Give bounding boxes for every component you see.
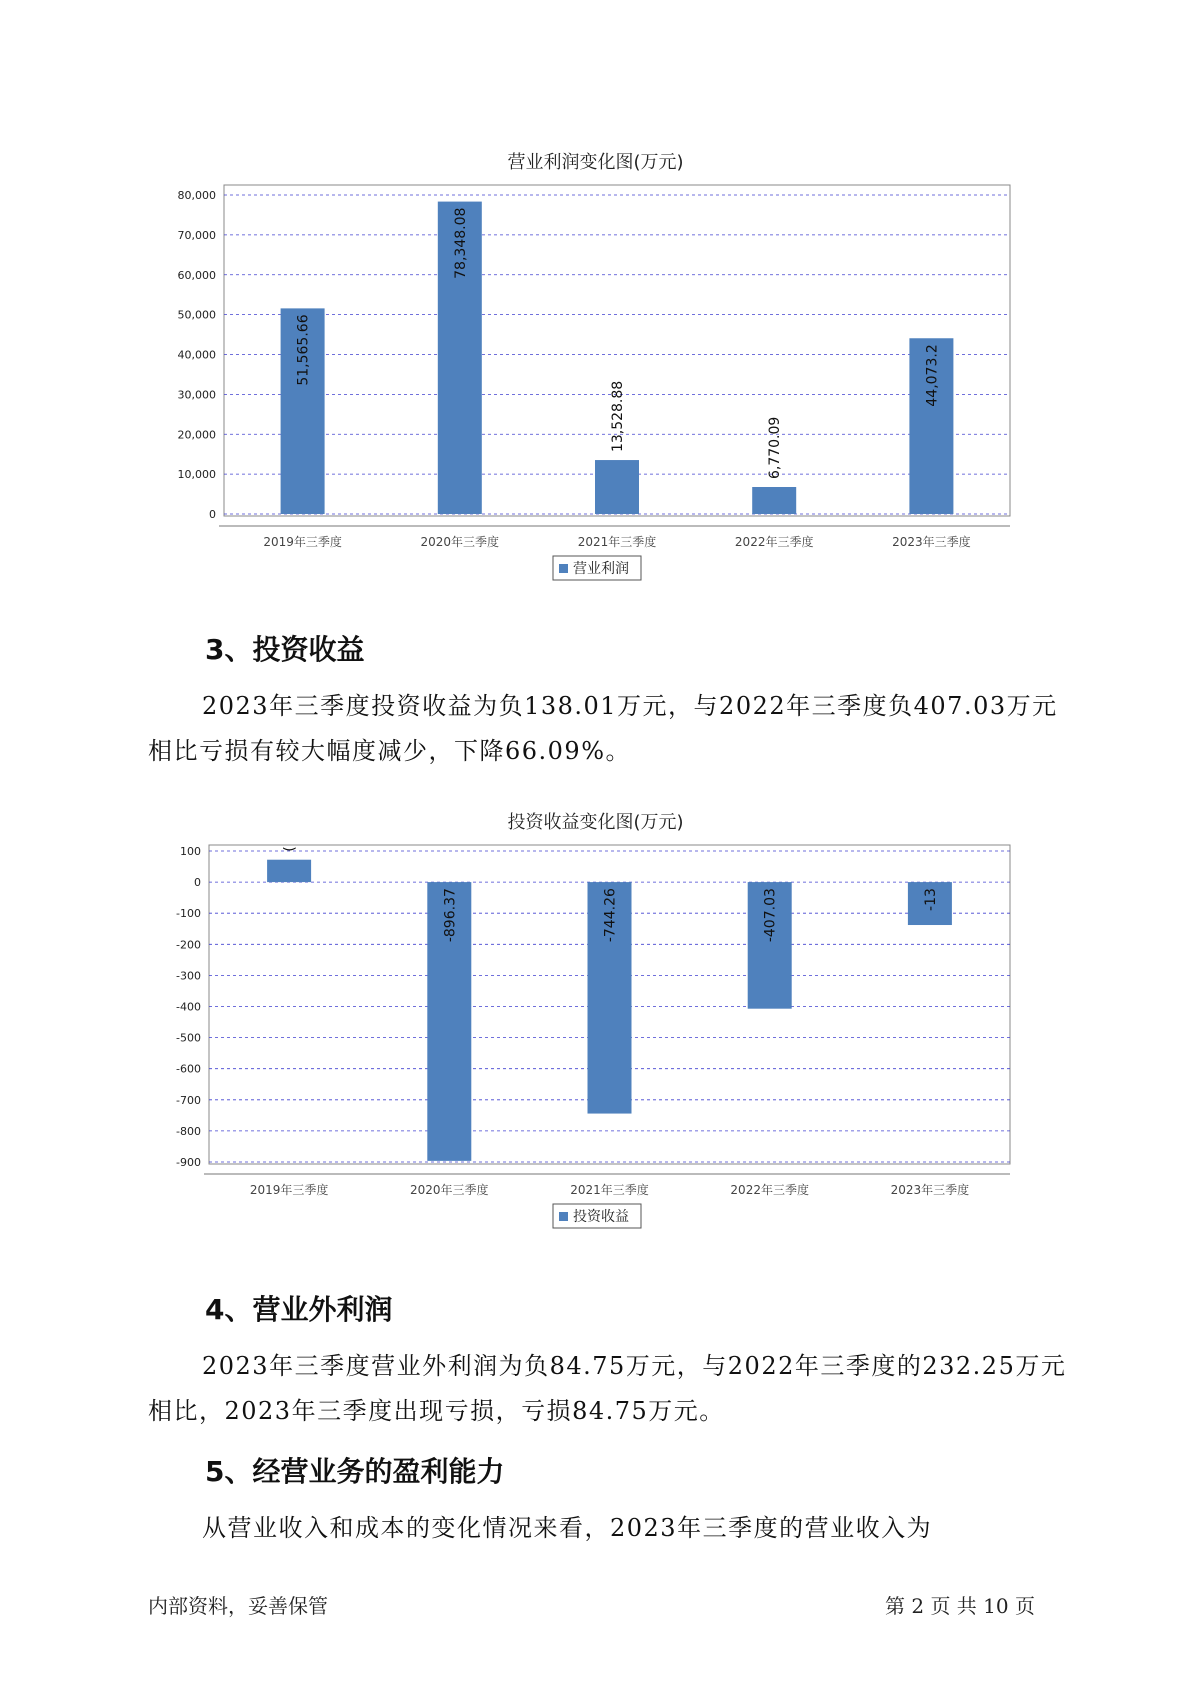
y-tick-label: -100 bbox=[176, 907, 201, 921]
x-tick-label: 2023年三季度 bbox=[890, 1183, 970, 1197]
x-tick-label: 2020年三季度 bbox=[410, 1183, 489, 1197]
y-tick-label: 40,000 bbox=[177, 348, 216, 362]
y-tick-label: 30,000 bbox=[177, 388, 216, 402]
y-tick-label: -200 bbox=[176, 938, 201, 952]
x-tick-label: 2021年三季度 bbox=[577, 535, 657, 549]
x-tick-label: 2022年三季度 bbox=[734, 535, 814, 549]
data-label: -407.03 bbox=[762, 888, 779, 943]
y-tick-label: -900 bbox=[176, 1156, 201, 1169]
operating-profitability-paragraph: 从营业收入和成本的变化情况来看，2023年三季度的营业收入为 bbox=[202, 1514, 933, 1542]
chart-title: 营业利润变化图(万元) bbox=[507, 152, 684, 173]
y-tick-label: 0 bbox=[209, 508, 216, 521]
y-tick-label: -400 bbox=[176, 1000, 201, 1014]
data-label: 13,528.88 bbox=[610, 380, 626, 453]
data-label: 78,348.08 bbox=[452, 207, 469, 279]
y-tick-label: 0 bbox=[194, 876, 201, 890]
y-tick-label: 10,000 bbox=[177, 468, 216, 482]
y-tick-label: 100 bbox=[180, 845, 201, 858]
data-label: 44,073.2 bbox=[924, 344, 941, 407]
bar bbox=[752, 487, 796, 514]
footer-left: 内部资料，妥善保管 bbox=[148, 1594, 328, 1618]
legend-swatch bbox=[559, 1212, 568, 1221]
investment-income-chart bbox=[0, 800, 1191, 1260]
chart-title: 投资收益变化图(万元) bbox=[507, 812, 684, 833]
y-tick-label: -600 bbox=[176, 1062, 201, 1076]
data-label: -13 bbox=[922, 888, 939, 911]
y-tick-label: 80,000 bbox=[177, 189, 216, 202]
section-heading-non-operating-profit: 4、营业外利润 bbox=[205, 1293, 393, 1326]
y-tick-label: 20,000 bbox=[177, 428, 216, 442]
x-tick-label: 2019年三季度 bbox=[249, 1183, 329, 1197]
legend-swatch bbox=[559, 564, 568, 573]
bar bbox=[267, 860, 311, 882]
y-tick-label: -300 bbox=[176, 969, 201, 983]
y-tick-label: 70,000 bbox=[177, 228, 216, 242]
non-operating-profit-paragraph: 2023年三季度营业外利润为负84.75万元，与2022年三季度的232.25万元相比，2023年三季度出现亏损，亏损84.75万元。 bbox=[148, 1352, 1067, 1425]
y-tick-label: 50,000 bbox=[177, 308, 216, 322]
footer-page-number: 第 2 页 共 10 页 bbox=[885, 1594, 1035, 1618]
legend-label: 投资收益 bbox=[573, 1209, 629, 1225]
data-label: 6,770.09 bbox=[767, 416, 784, 480]
data-label: ( bbox=[282, 846, 299, 852]
x-tick-label: 2022年三季度 bbox=[730, 1183, 809, 1197]
y-tick-label: -500 bbox=[176, 1031, 201, 1045]
chart-svg bbox=[0, 140, 1191, 600]
x-tick-label: 2023年三季度 bbox=[892, 535, 971, 549]
bar bbox=[595, 460, 639, 514]
section-heading-investment-income: 3、投资收益 bbox=[205, 633, 365, 666]
section-heading-operating-profitability: 5、经营业务的盈利能力 bbox=[205, 1455, 505, 1488]
x-tick-label: 2020年三季度 bbox=[420, 535, 500, 549]
chart-svg bbox=[0, 800, 1191, 1260]
y-tick-label: 60,000 bbox=[177, 268, 216, 282]
investment-income-paragraph: 2023年三季度投资收益为负138.01万元，与2022年三季度负407.03万元相比亏损有较大幅度减少，下降66.09%。 bbox=[148, 692, 1058, 765]
data-label: -744.26 bbox=[602, 888, 619, 943]
y-tick-label: -800 bbox=[176, 1124, 201, 1138]
legend-label: 营业利润 bbox=[573, 561, 629, 577]
data-label: 51,565.66 bbox=[295, 314, 312, 386]
y-tick-label: -700 bbox=[176, 1093, 201, 1107]
x-tick-label: 2019年三季度 bbox=[263, 535, 342, 549]
operating-profit-chart bbox=[0, 140, 1191, 600]
x-tick-label: 2021年三季度 bbox=[570, 1183, 649, 1197]
data-label: -896.37 bbox=[442, 888, 459, 943]
